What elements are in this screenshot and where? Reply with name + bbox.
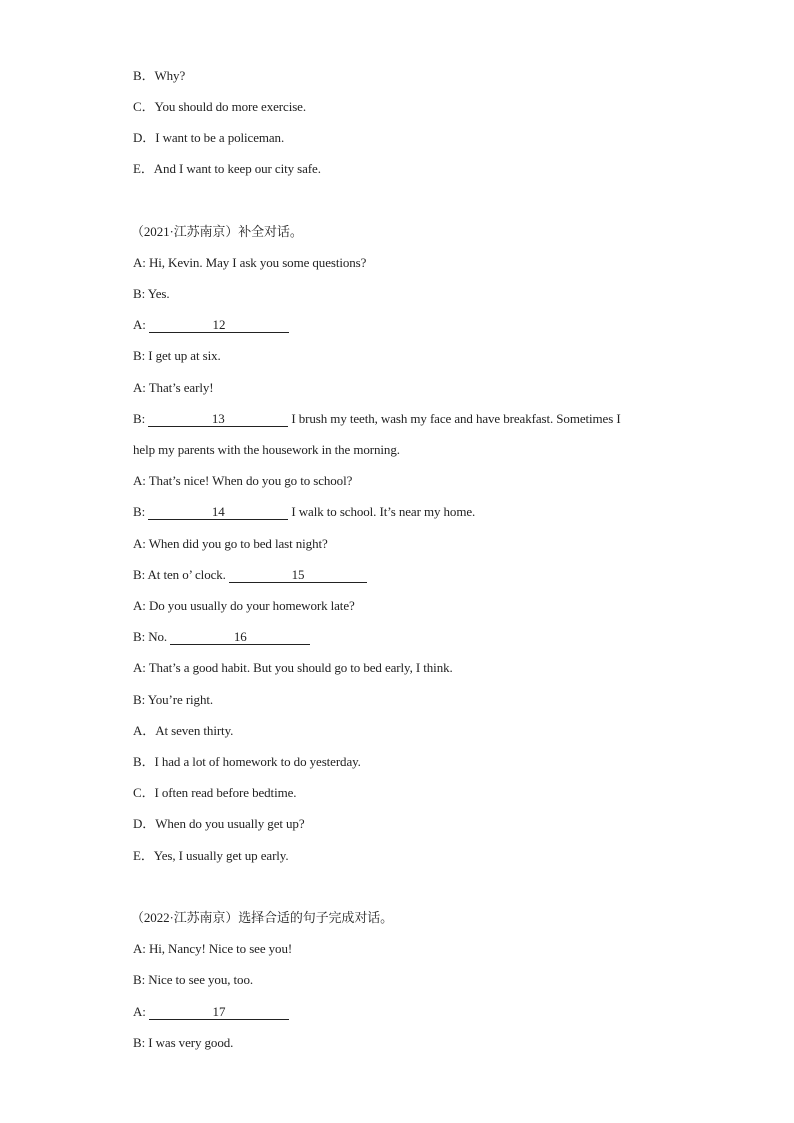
blank-number: 13 (211, 411, 225, 426)
dialogue-line-blank (133, 503, 673, 521)
option-letter: D． (133, 816, 156, 831)
option-e (133, 160, 673, 178)
option-letter: C． (133, 785, 155, 800)
speaker-prefix: B: (133, 504, 149, 519)
dialogue-line: help my parents with the housework in the morning. (133, 442, 400, 457)
option-b (133, 753, 673, 771)
option-letter: C． (133, 99, 155, 114)
dialogue-line-blank (133, 316, 673, 334)
dialogue-text: I brush my teeth, wash my face and have breakfast. Sometimes I (288, 411, 621, 426)
answer-blank-17[interactable] (149, 1005, 289, 1020)
dialogue-line-blank (133, 1003, 673, 1021)
dialogue-line: B: Yes. (133, 286, 170, 301)
option-d (133, 815, 673, 833)
option-c (133, 98, 673, 116)
option-letter: E． (133, 161, 154, 176)
dialogue-line: A: That’s a good habit. But you should go to bed early, I think. (133, 660, 453, 675)
section-heading: （2022·江苏南京）选择合适的句子完成对话。 (131, 910, 394, 925)
option-letter: B． (133, 68, 155, 83)
speaker-prefix: B: At ten o’ clock. (133, 567, 229, 582)
dialogue-line: A: Do you usually do your homework late? (133, 598, 355, 613)
option-a (133, 722, 673, 740)
dialogue-line: A: When did you go to bed last night? (133, 536, 328, 551)
blank-number: 14 (211, 504, 225, 519)
answer-blank-16[interactable] (170, 630, 310, 645)
answer-blank-13[interactable] (148, 412, 288, 427)
option-text: Why? (154, 68, 186, 83)
answer-blank-15[interactable] (229, 568, 367, 583)
dialogue-line: A: That’s early! (133, 380, 214, 395)
answer-blank-14[interactable] (148, 505, 288, 520)
option-b (133, 67, 673, 85)
section-heading: （2021·江苏南京）补全对话。 (131, 224, 303, 239)
speaker-prefix: B: (133, 411, 149, 426)
answer-blank-12[interactable] (149, 318, 289, 333)
option-letter: B． (133, 754, 155, 769)
dialogue-line: B: I was very good. (133, 1035, 234, 1050)
option-text: And I want to keep our city safe. (153, 161, 321, 176)
dialogue-line: A: That’s nice! When do you go to school? (133, 473, 353, 488)
option-letter: A． (133, 723, 156, 738)
dialogue-line-blank (133, 566, 673, 584)
blank-number: 15 (291, 567, 305, 582)
speaker-prefix: A: (133, 317, 149, 332)
option-text: At seven thirty. (155, 723, 234, 738)
option-c (133, 784, 673, 802)
blank-number: 12 (212, 317, 226, 332)
option-d (133, 129, 673, 147)
dialogue-line-blank (133, 410, 673, 428)
dialogue-line: A: Hi, Nancy! Nice to see you! (133, 941, 293, 956)
option-text: When do you usually get up? (155, 816, 305, 831)
dialogue-line: A: Hi, Kevin. May I ask you some questions? (133, 255, 367, 270)
option-text: I had a lot of homework to do yesterday. (154, 754, 361, 769)
option-text: I want to be a policeman. (155, 130, 285, 145)
speaker-prefix: B: No. (133, 629, 171, 644)
option-text: Yes, I usually get up early. (153, 848, 289, 863)
option-letter: E． (133, 848, 154, 863)
option-text: You should do more exercise. (154, 99, 306, 114)
blank-number: 17 (212, 1004, 226, 1019)
option-e (133, 847, 673, 865)
option-text: I often read before bedtime. (154, 785, 297, 800)
option-letter: D． (133, 130, 156, 145)
dialogue-line: B: I get up at six. (133, 348, 221, 363)
speaker-prefix: A: (133, 1004, 149, 1019)
dialogue-line-blank (133, 628, 673, 646)
dialogue-text: I walk to school. It’s near my home. (288, 504, 476, 519)
blank-number: 16 (233, 629, 247, 644)
dialogue-line: B: You’re right. (133, 692, 214, 707)
dialogue-line: B: Nice to see you, too. (133, 972, 253, 987)
